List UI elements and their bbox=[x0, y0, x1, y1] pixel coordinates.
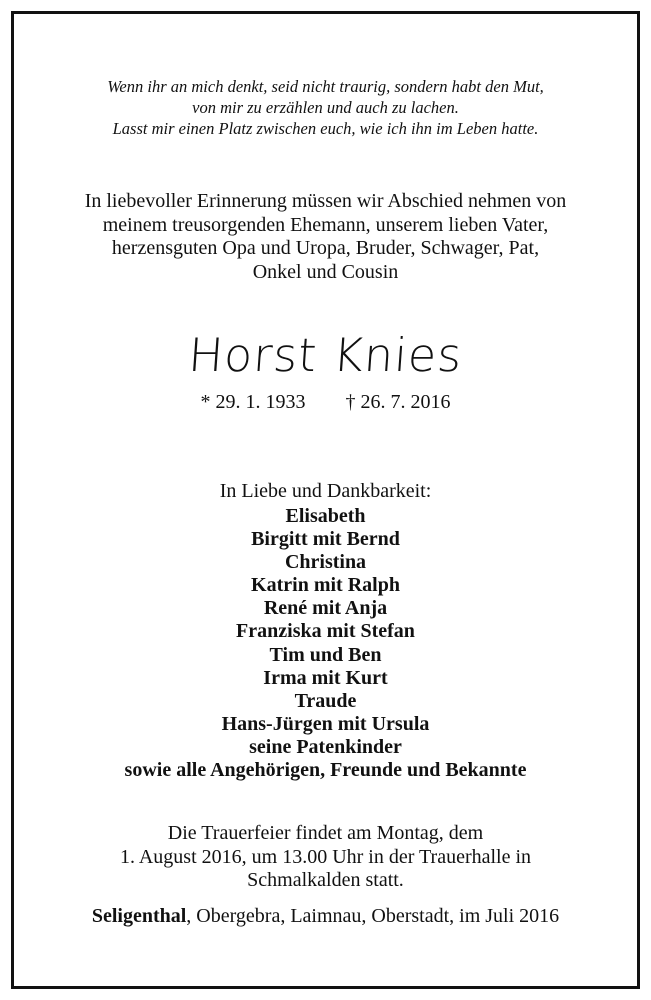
mourner-entry: Elisabeth bbox=[285, 505, 366, 527]
deceased-name: Horst Knies bbox=[186, 328, 465, 382]
funeral-line: 1. August 2016, um 13.00 Uhr in der Trauerhalle in bbox=[119, 845, 532, 868]
intro-line: Onkel und Cousin bbox=[252, 260, 399, 283]
mourner-entry: Christina bbox=[284, 551, 367, 574]
mourner-entry: Franziska mit Stefan bbox=[236, 620, 415, 643]
place-and-date bbox=[0, 904, 651, 928]
birth-date: * 29. 1. 1933 bbox=[200, 391, 306, 413]
intro-line: In liebevoller Erinnerung müssen wir Abschied nehmen von bbox=[84, 190, 567, 212]
intro-line: herzensguten Opa und Uropa, Bruder, Schwager, Pat, bbox=[111, 237, 540, 259]
opening-quote bbox=[14, 76, 637, 139]
mourner-entry: Traude bbox=[294, 689, 357, 712]
quote-line: von mir zu erzählen und auch zu lachen. bbox=[192, 98, 459, 117]
life-dates bbox=[0, 389, 651, 415]
quote-line: Lasst mir einen Platz zwischen euch, wie ich ihn im Leben hatte. bbox=[112, 119, 539, 138]
intro-text bbox=[14, 190, 637, 284]
mourner-entry: René mit Anja bbox=[263, 597, 388, 620]
place-rest: , Obergebra, Laimnau, Oberstadt, im Juli 2016 bbox=[186, 905, 560, 927]
mourner-entry: seine Patenkinder bbox=[249, 735, 402, 758]
mourners-list bbox=[0, 505, 651, 782]
mourner-entry: Birgitt mit Bernd bbox=[251, 528, 400, 551]
quote-line: Wenn ihr an mich denkt, seid nicht traurig, sondern habt den Mut, bbox=[107, 77, 544, 96]
funeral-line: Die Trauerfeier findet am Montag, dem bbox=[167, 822, 484, 844]
place-main: Seligenthal bbox=[91, 905, 187, 927]
intro-line: meinem treusorgenden Ehemann, unserem lieben Vater, bbox=[102, 213, 549, 236]
mourner-entry: Irma mit Kurt bbox=[263, 666, 388, 689]
mourner-entry: Tim und Ben bbox=[269, 643, 382, 666]
funeral-line: Schmalkalden statt. bbox=[247, 869, 404, 891]
death-date: † 26. 7. 2016 bbox=[345, 391, 451, 413]
thanks-heading: In Liebe und Dankbarkeit: bbox=[219, 480, 432, 502]
mourner-entry: Hans-Jürgen mit Ursula bbox=[221, 712, 430, 735]
funeral-info bbox=[0, 822, 651, 893]
mourner-entry: Katrin mit Ralph bbox=[251, 574, 400, 597]
mourner-entry: sowie alle Angehörigen, Freunde und Bekannte bbox=[124, 759, 527, 782]
